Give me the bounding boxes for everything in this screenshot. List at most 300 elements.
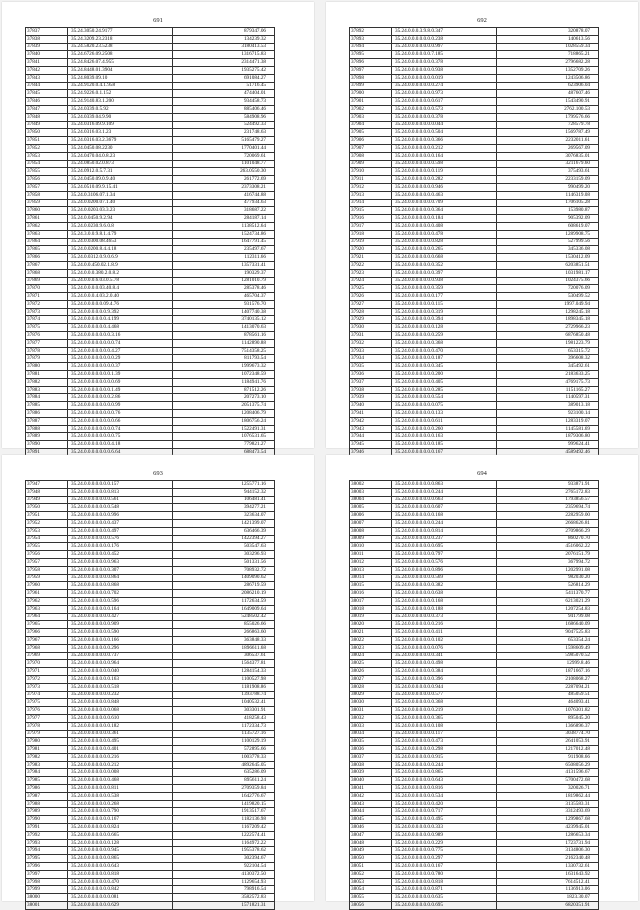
table-row bbox=[26, 769, 275, 777]
table-row bbox=[26, 425, 275, 433]
table-row bbox=[350, 699, 599, 707]
point-id-cell: 37861 bbox=[26, 215, 68, 223]
table-row bbox=[350, 668, 599, 676]
coordinate-y-cell: 1076301.82 bbox=[497, 707, 599, 715]
table-row bbox=[350, 199, 599, 207]
table-row bbox=[350, 902, 599, 910]
point-id-cell: 38028 bbox=[350, 683, 392, 691]
coordinate-x-cell: 35.24.0.0.0.0.0.0.0.695 bbox=[392, 902, 497, 910]
coordinate-x-cell: 35.24.0.0.0.0.0.0.0.364 bbox=[392, 207, 497, 215]
coordinate-y-cell: 1151165.27 bbox=[497, 386, 599, 394]
coordinate-x-cell: 35.24.0.0.0.0.0.0.7.185 bbox=[392, 51, 497, 59]
point-id-cell: 38026 bbox=[350, 668, 392, 676]
point-id-cell: 37928 bbox=[350, 308, 392, 316]
table-row bbox=[26, 191, 275, 199]
point-id-cell: 37853 bbox=[26, 152, 68, 160]
coordinate-y-cell: 1172634.59 bbox=[173, 597, 275, 605]
table-row bbox=[26, 894, 275, 902]
coordinate-y-cell: 922104.54 bbox=[173, 863, 275, 871]
table-row bbox=[26, 738, 275, 746]
table-row bbox=[26, 129, 275, 137]
point-id-cell: 37906 bbox=[350, 137, 392, 145]
table-row bbox=[350, 777, 599, 785]
point-id-cell: 37958 bbox=[26, 566, 68, 574]
coordinate-x-cell: 35.24.0.0.0.0.0.0.0.163 bbox=[392, 433, 497, 441]
coordinate-y-cell: 7614512.41 bbox=[497, 878, 599, 886]
coordinate-y-cell: 3582572.83 bbox=[173, 894, 275, 902]
table-row bbox=[26, 512, 275, 520]
coordinate-y-cell: 1140597.31 bbox=[497, 394, 599, 402]
coordinate-y-cell: 153980.87 bbox=[497, 207, 599, 215]
coordinate-x-cell: 35.24.0.0.0.0.0.0.0.382 bbox=[392, 582, 497, 590]
table-row bbox=[26, 629, 275, 637]
point-id-cell: 37894 bbox=[350, 43, 392, 51]
coordinate-x-cell: 35.24.0.0.0.0.0.0.0.610 bbox=[68, 714, 173, 722]
point-id-cell: 38025 bbox=[350, 660, 392, 668]
point-id-cell: 37996 bbox=[26, 863, 68, 871]
table-row bbox=[350, 878, 599, 886]
coordinate-x-cell: 35.24.0.0.0.0.0.0.0.824 bbox=[68, 824, 173, 832]
coordinate-y-cell: 636466.39 bbox=[173, 527, 275, 535]
table-row bbox=[350, 519, 599, 527]
coordinate-y-cell: 503547.63 bbox=[173, 543, 275, 551]
point-id-cell: 37954 bbox=[26, 535, 68, 543]
point-id-cell: 38038 bbox=[350, 761, 392, 769]
table-row bbox=[350, 753, 599, 761]
point-id-cell: 37930 bbox=[350, 324, 392, 332]
coordinate-y-cell: 1393788.74 bbox=[173, 691, 275, 699]
coordinate-x-cell: 35.24.0.0.0.0.0.0.0.157 bbox=[68, 481, 173, 489]
table-row bbox=[26, 636, 275, 644]
point-id-cell: 38017 bbox=[350, 597, 392, 605]
coordinate-x-cell: 35.24.0.0.0.0.0.0.0.596 bbox=[68, 597, 173, 605]
point-id-cell: 37892 bbox=[350, 28, 392, 36]
table-row bbox=[26, 207, 275, 215]
coordinate-x-cell: 35.24.8039.09.10 bbox=[68, 74, 173, 82]
coordinate-x-cell: 35.24.0.0.0.0.0.0.0.2.86 bbox=[68, 394, 173, 402]
point-id-cell: 37973 bbox=[26, 683, 68, 691]
coordinate-y-cell: 855026.66 bbox=[173, 621, 275, 629]
table-row bbox=[350, 215, 599, 223]
point-id-cell: 37852 bbox=[26, 144, 68, 152]
table-row bbox=[26, 707, 275, 715]
coordinate-y-cell: 140613.56 bbox=[497, 35, 599, 43]
coordinate-x-cell: 35.24.0.0.0.0.0.0.0.643 bbox=[392, 777, 497, 785]
point-id-cell: 38050 bbox=[350, 855, 392, 863]
coordinate-y-cell: 1409090.62 bbox=[173, 574, 275, 582]
table-row bbox=[350, 261, 599, 269]
table-row bbox=[26, 839, 275, 847]
coordinate-x-cell: 35.24.0.0.0.0.0.0.4.199 bbox=[68, 316, 173, 324]
coordinate-x-cell: 35.24.0.0.0.0.0.0.0.617 bbox=[392, 98, 497, 106]
point-id-cell: 38024 bbox=[350, 652, 392, 660]
coordinate-x-cell: 35.24.0.0.0.0.0.0.0.076 bbox=[392, 644, 497, 652]
point-id-cell: 37985 bbox=[26, 777, 68, 785]
table-row bbox=[350, 675, 599, 683]
table-row bbox=[350, 660, 599, 668]
coordinate-x-cell: 35.24.0.0.0.0.0.0.9.392 bbox=[68, 308, 173, 316]
table-row bbox=[26, 722, 275, 730]
point-id-cell: 37962 bbox=[26, 597, 68, 605]
point-id-cell: 38008 bbox=[350, 527, 392, 535]
coordinate-x-cell: 35.24.0316.03.2.3679 bbox=[68, 137, 173, 145]
table-row bbox=[26, 121, 275, 129]
coordinate-y-cell: 1298245.18 bbox=[497, 308, 599, 316]
coordinate-x-cell: 35.24.0.0.0.0.0.0.0.695 bbox=[392, 543, 497, 551]
coordinate-x-cell: 35.24.0.0.0.0.0.0.0.576 bbox=[392, 558, 497, 566]
coordinate-y-cell: 5165479.27 bbox=[173, 137, 275, 145]
table-row bbox=[350, 332, 599, 340]
coordinate-y-cell: 112311.66 bbox=[173, 254, 275, 262]
coordinate-y-cell: 1598609.49 bbox=[497, 644, 599, 652]
table-row bbox=[26, 230, 275, 238]
table-row bbox=[350, 629, 599, 637]
coordinate-y-cell: 320878.07 bbox=[497, 28, 599, 36]
table-row bbox=[350, 863, 599, 871]
table-row bbox=[26, 652, 275, 660]
coordinate-x-cell: 35.24.0.0.0.0.0.0.0.989 bbox=[392, 831, 497, 839]
point-id-cell: 37863 bbox=[26, 230, 68, 238]
point-id-cell: 37873 bbox=[26, 308, 68, 316]
coordinate-x-cell: 35.24.0.0300.08.4653 bbox=[68, 238, 173, 246]
point-id-cell: 37952 bbox=[26, 519, 68, 527]
coordinate-y-cell: 2051375.74 bbox=[173, 402, 275, 410]
point-id-cell: 38013 bbox=[350, 566, 392, 574]
point-id-cell: 37917 bbox=[350, 222, 392, 230]
coordinate-y-cell: 1913517.67 bbox=[173, 808, 275, 816]
coordinate-x-cell: 35.24.0.0.0.0.0.0.0.818 bbox=[68, 870, 173, 878]
coordinate-y-cell: 811793.54 bbox=[173, 355, 275, 363]
coordinate-y-cell: 263.0550.30 bbox=[173, 168, 275, 176]
point-id-cell: 38041 bbox=[350, 785, 392, 793]
point-id-cell: 38040 bbox=[350, 777, 392, 785]
coordinate-x-cell: 35.24.0.0.0.0.0.0.0.963 bbox=[68, 558, 173, 566]
table-row bbox=[350, 512, 599, 520]
coordinate-x-cell: 35.24.0.0.0.0.0.0.0.359 bbox=[392, 285, 497, 293]
table-row bbox=[350, 785, 599, 793]
coordinate-y-cell: 2373308.21 bbox=[173, 183, 275, 191]
table-row bbox=[26, 714, 275, 722]
point-id-cell: 37933 bbox=[350, 347, 392, 355]
point-id-cell: 37887 bbox=[26, 417, 68, 425]
coordinate-x-cell: 35.24.0.0203.03.3.23 bbox=[68, 207, 173, 215]
coordinate-x-cell: 35.24.0.0.0.0.0.0.0.473 bbox=[392, 738, 497, 746]
point-id-cell: 37896 bbox=[350, 59, 392, 67]
coordinate-x-cell: 35.24.0.0.0.0.0.0.0.185 bbox=[392, 441, 497, 449]
coordinate-y-cell: 474404.01 bbox=[173, 90, 275, 98]
coordinate-x-cell: 35.24.0.0.0.0.0.0.0.561 bbox=[68, 496, 173, 504]
coordinate-x-cell: 35.24.0.0.0.0.0.0.0.638 bbox=[392, 590, 497, 598]
point-id-cell: 37871 bbox=[26, 293, 68, 301]
coordinate-y-cell: 286719.59 bbox=[173, 582, 275, 590]
coordinate-x-cell: 35.24.0.0.0.0.0.0.0.396 bbox=[392, 675, 497, 683]
point-id-cell: 37900 bbox=[350, 90, 392, 98]
point-id-cell: 37916 bbox=[350, 215, 392, 223]
table-row bbox=[350, 355, 599, 363]
coordinate-y-cell: 3076835.01 bbox=[497, 152, 599, 160]
coordinate-x-cell: 35.24.0.0.0.0.0.0.0.378 bbox=[392, 59, 497, 67]
coordinate-x-cell: 35.24.0.0.0.0.0.0.0.737 bbox=[68, 652, 173, 660]
document-page-4 bbox=[326, 455, 638, 908]
table-row bbox=[26, 605, 275, 613]
coordinate-x-cell: 35.24.0.0.0.0.0.0.0.341 bbox=[392, 652, 497, 660]
coordinate-y-cell: 2359694.74 bbox=[497, 504, 599, 512]
table-row bbox=[26, 82, 275, 90]
coordinate-y-cell: 477934.63 bbox=[173, 199, 275, 207]
table-row bbox=[26, 761, 275, 769]
coordinate-x-cell: 35.24.0.0.0.0.0.0.0.168 bbox=[392, 512, 497, 520]
coordinate-y-cell: 885406.46 bbox=[173, 105, 275, 113]
coordinate-x-cell: 35.24.0.0.0.0.0.0.0.119 bbox=[392, 168, 497, 176]
coordinate-y-cell: 728579.78 bbox=[497, 121, 599, 129]
point-id-cell: 37978 bbox=[26, 722, 68, 730]
coordinate-x-cell: 35.24.0.0.0.0.0.0.0.167 bbox=[68, 816, 173, 824]
table-row bbox=[350, 527, 599, 535]
point-id-cell: 37877 bbox=[26, 339, 68, 347]
coordinate-y-cell: 303301.91 bbox=[173, 707, 275, 715]
coordinate-x-cell: 35.24.0.0.0.0.0.0.0.411 bbox=[392, 629, 497, 637]
coordinate-x-cell: 35.24.0.0.0.0.0.0.0.168 bbox=[392, 597, 497, 605]
point-id-cell: 38031 bbox=[350, 707, 392, 715]
coordinate-y-cell: 990499.20 bbox=[497, 183, 599, 191]
table-row bbox=[350, 113, 599, 121]
coordinate-y-cell: 1003778.33 bbox=[173, 753, 275, 761]
coordinate-x-cell: 35.24.0.0.0.0.0.0.0.717 bbox=[392, 808, 497, 816]
point-id-cell: 37895 bbox=[350, 51, 392, 59]
point-id-cell: 37897 bbox=[350, 66, 392, 74]
point-id-cell: 37867 bbox=[26, 261, 68, 269]
point-id-cell: 37979 bbox=[26, 730, 68, 738]
table-row bbox=[26, 238, 275, 246]
table-row bbox=[350, 707, 599, 715]
coordinate-x-cell: 35.24.0.0.0.0.0.0.0.1.49 bbox=[68, 386, 173, 394]
coordinate-y-cell: 4589492.46 bbox=[497, 449, 599, 457]
table-row bbox=[26, 168, 275, 176]
table-row bbox=[26, 371, 275, 379]
table-row bbox=[350, 894, 599, 902]
table-row bbox=[350, 847, 599, 855]
coordinate-x-cell: 35.24.9226.0.1.152 bbox=[68, 90, 173, 98]
point-id-cell: 37956 bbox=[26, 551, 68, 559]
point-id-cell: 37880 bbox=[26, 363, 68, 371]
coordinate-y-cell: 1647791.45 bbox=[173, 238, 275, 246]
document-page-3 bbox=[2, 455, 314, 908]
coordinate-y-cell: 923100.14 bbox=[497, 410, 599, 418]
table-row bbox=[350, 339, 599, 347]
coordinate-y-cell: 1649009.64 bbox=[173, 605, 275, 613]
coordinate-x-cell: 35.24.0.0.0.0.0.0.0.452 bbox=[68, 551, 173, 559]
coordinate-x-cell: 35.24.0.0.0.0.0.0.0.133 bbox=[392, 410, 497, 418]
point-id-cell: 37841 bbox=[26, 59, 68, 67]
point-id-cell: 38047 bbox=[350, 831, 392, 839]
coordinate-x-cell: 35.24.0.0.0.0.0.0.0.345 bbox=[392, 363, 497, 371]
coordinate-y-cell: 1182136.98 bbox=[173, 816, 275, 824]
table-row bbox=[350, 277, 599, 285]
coordinate-y-cell: 389013.18 bbox=[497, 402, 599, 410]
coordinate-y-cell: 1770401.44 bbox=[173, 144, 275, 152]
document-page-1 bbox=[2, 2, 314, 455]
coordinate-y-cell: 1316715.83 bbox=[173, 51, 275, 59]
coordinate-x-cell: 35.24.0.0.0.0.0.0.0.4.27 bbox=[68, 347, 173, 355]
point-id-cell: 37924 bbox=[350, 277, 392, 285]
coordinate-x-cell: 35.24.0.0.0.0.0.0.0.182 bbox=[68, 722, 173, 730]
coordinate-y-cell: 1243506.86 bbox=[497, 74, 599, 82]
point-id-cell: 37974 bbox=[26, 691, 68, 699]
coordinate-y-cell: 608619.07 bbox=[497, 222, 599, 230]
coordinate-x-cell: 35.24.0.0.0.0.0.0.0.6.64 bbox=[68, 449, 173, 457]
coordinate-y-cell: 1686640.09 bbox=[497, 621, 599, 629]
table-row bbox=[26, 566, 275, 574]
point-id-cell: 37838 bbox=[26, 35, 68, 43]
point-id-cell: 37859 bbox=[26, 199, 68, 207]
coordinate-y-cell: 2233159.09 bbox=[497, 176, 599, 184]
table-row bbox=[350, 613, 599, 621]
point-id-cell: 38002 bbox=[350, 481, 392, 489]
point-id-cell: 38052 bbox=[350, 870, 392, 878]
coordinate-y-cell: 708932.72 bbox=[173, 566, 275, 574]
coordinate-x-cell: 35.24.0.0.0.0.0.0.0.237 bbox=[392, 535, 497, 543]
table-row bbox=[26, 847, 275, 855]
coordinate-y-cell: 106481.41 bbox=[173, 496, 275, 504]
table-row bbox=[26, 660, 275, 668]
coordinate-x-cell: 35.24.0.0.0.0.0.0.0.115 bbox=[392, 300, 497, 308]
point-id-cell: 37842 bbox=[26, 66, 68, 74]
coordinate-x-cell: 35.24.0.0200.8.4.4.18 bbox=[68, 246, 173, 254]
coordinate-x-cell: 35.24.0.0.450.02.1.8.9 bbox=[68, 261, 173, 269]
table-row bbox=[350, 207, 599, 215]
table-row bbox=[350, 51, 599, 59]
coordinate-y-cell: 2282959.00 bbox=[497, 512, 599, 520]
coordinate-x-cell: 35.24.0.0.0.0.0.0.0.188 bbox=[392, 605, 497, 613]
point-id-cell: 37890 bbox=[26, 441, 68, 449]
coordinate-y-cell: 1299867.68 bbox=[497, 816, 599, 824]
point-id-cell: 37854 bbox=[26, 160, 68, 168]
coordinate-x-cell: 35.24.0.0.0.0.0.0.0.384 bbox=[392, 668, 497, 676]
coordinate-y-cell: 261772.69 bbox=[173, 176, 275, 184]
point-id-cell: 37950 bbox=[26, 504, 68, 512]
coordinate-y-cell: 1145581.69 bbox=[497, 425, 599, 433]
coordinate-y-cell: 485059.51 bbox=[497, 691, 599, 699]
coordinate-x-cell: 35.24.0.0.0.0.0.0.0.814 bbox=[392, 527, 497, 535]
point-id-cell: 37868 bbox=[26, 269, 68, 277]
point-id-cell: 37922 bbox=[350, 261, 392, 269]
point-id-cell: 37984 bbox=[26, 769, 68, 777]
point-id-cell: 37850 bbox=[26, 129, 68, 137]
point-id-cell: 37866 bbox=[26, 254, 68, 262]
point-id-cell: 37940 bbox=[350, 402, 392, 410]
coordinate-y-cell: 1357331.41 bbox=[173, 261, 275, 269]
coordinate-x-cell: 35.24.0.0.0.0.0.0.0.167 bbox=[392, 449, 497, 457]
table-row bbox=[26, 254, 275, 262]
coordinate-y-cell: 1413070.63 bbox=[173, 324, 275, 332]
point-id-cell: 37883 bbox=[26, 386, 68, 394]
coordinate-x-cell: 35.24.0.0.0.0.0.0.0.780 bbox=[392, 870, 497, 878]
table-row bbox=[26, 363, 275, 371]
table-row bbox=[26, 824, 275, 832]
coordinate-x-cell: 35.24.0.0.0.0.0.0.0.397 bbox=[392, 269, 497, 277]
table-row bbox=[350, 582, 599, 590]
coordinate-x-cell: 35.24.0.0.0.0.0.0.0.128 bbox=[392, 324, 497, 332]
document-page-2 bbox=[326, 2, 638, 455]
coordinate-y-cell: 1823.30.07 bbox=[497, 894, 599, 902]
coordinate-y-cell: 688473.54 bbox=[173, 449, 275, 457]
table-row bbox=[350, 441, 599, 449]
coordinate-x-cell: 35.24.0.0.0.0.0.0.0.008 bbox=[68, 769, 173, 777]
coordinate-y-cell: 3135583.31 bbox=[497, 800, 599, 808]
point-id-cell: 37884 bbox=[26, 394, 68, 402]
table-row bbox=[350, 363, 599, 371]
coordinate-y-cell: 2729966.23 bbox=[497, 324, 599, 332]
coordinate-x-cell: 35.24.0.0.0.0.0.0.0.0.74 bbox=[68, 425, 173, 433]
point-id-cell: 37927 bbox=[350, 300, 392, 308]
coordinate-y-cell: 2762.100.53 bbox=[497, 105, 599, 113]
point-id-cell: 37920 bbox=[350, 246, 392, 254]
table-row bbox=[26, 855, 275, 863]
coordinate-x-cell: 35.24.0.0.0.0.0.0.0.996 bbox=[68, 512, 173, 520]
table-row bbox=[26, 43, 275, 51]
point-id-cell: 37948 bbox=[26, 488, 68, 496]
coordinate-y-cell: 1167209.42 bbox=[173, 824, 275, 832]
coordinate-x-cell: 35.24.3209.23.2318 bbox=[68, 35, 173, 43]
point-id-cell: 38048 bbox=[350, 839, 392, 847]
table-row bbox=[26, 808, 275, 816]
point-id-cell: 37849 bbox=[26, 121, 68, 129]
table-row bbox=[26, 90, 275, 98]
coordinate-x-cell: 35.24.5820.23.5238 bbox=[68, 43, 173, 51]
point-id-cell: 38044 bbox=[350, 808, 392, 816]
table-row bbox=[350, 839, 599, 847]
coordinate-x-cell: 35.24.0470.04.0.8.23 bbox=[68, 152, 173, 160]
coordinate-x-cell: 35.24.0.0.0.0.0.0.0.296 bbox=[68, 644, 173, 652]
coordinate-y-cell: 1281010.79 bbox=[173, 277, 275, 285]
table-row bbox=[26, 261, 275, 269]
point-id-cell: 37945 bbox=[350, 441, 392, 449]
coordinate-y-cell: 2641053.91 bbox=[497, 738, 599, 746]
table-row bbox=[350, 691, 599, 699]
table-row bbox=[350, 386, 599, 394]
point-id-cell: 37872 bbox=[26, 300, 68, 308]
point-id-cell: 37969 bbox=[26, 652, 68, 660]
point-id-cell: 37935 bbox=[350, 363, 392, 371]
table-row bbox=[26, 613, 275, 621]
coordinate-x-cell: 35.24.0.0.0.0.0.0.0.394 bbox=[392, 316, 497, 324]
table-row bbox=[350, 222, 599, 230]
table-row bbox=[350, 605, 599, 613]
point-id-cell: 37946 bbox=[350, 449, 392, 457]
point-id-cell: 37926 bbox=[350, 293, 392, 301]
coordinate-x-cell: 35.24.0.0.0.0.0.0.0.635 bbox=[392, 894, 497, 902]
coordinate-y-cell: 2709866.29 bbox=[497, 527, 599, 535]
table-row bbox=[350, 769, 599, 777]
point-id-cell: 37925 bbox=[350, 285, 392, 293]
coordinate-x-cell: 35.24.0.0.0.0.0.0.0.495 bbox=[392, 816, 497, 824]
point-id-cell: 37977 bbox=[26, 714, 68, 722]
table-row bbox=[26, 441, 275, 449]
table-row bbox=[26, 66, 275, 74]
table-row bbox=[26, 300, 275, 308]
table-row bbox=[26, 332, 275, 340]
table-row bbox=[350, 28, 599, 36]
table-row bbox=[26, 878, 275, 886]
table-row bbox=[26, 527, 275, 535]
table-row bbox=[350, 433, 599, 441]
coordinate-x-cell: 35.24.0.0.0.0.0.0.0.0.75 bbox=[68, 433, 173, 441]
coordinate-y-cell: 720076.09 bbox=[497, 285, 599, 293]
point-id-cell: 37911 bbox=[350, 176, 392, 184]
table-row bbox=[350, 43, 599, 51]
table-row bbox=[350, 504, 599, 512]
point-id-cell: 38007 bbox=[350, 519, 392, 527]
